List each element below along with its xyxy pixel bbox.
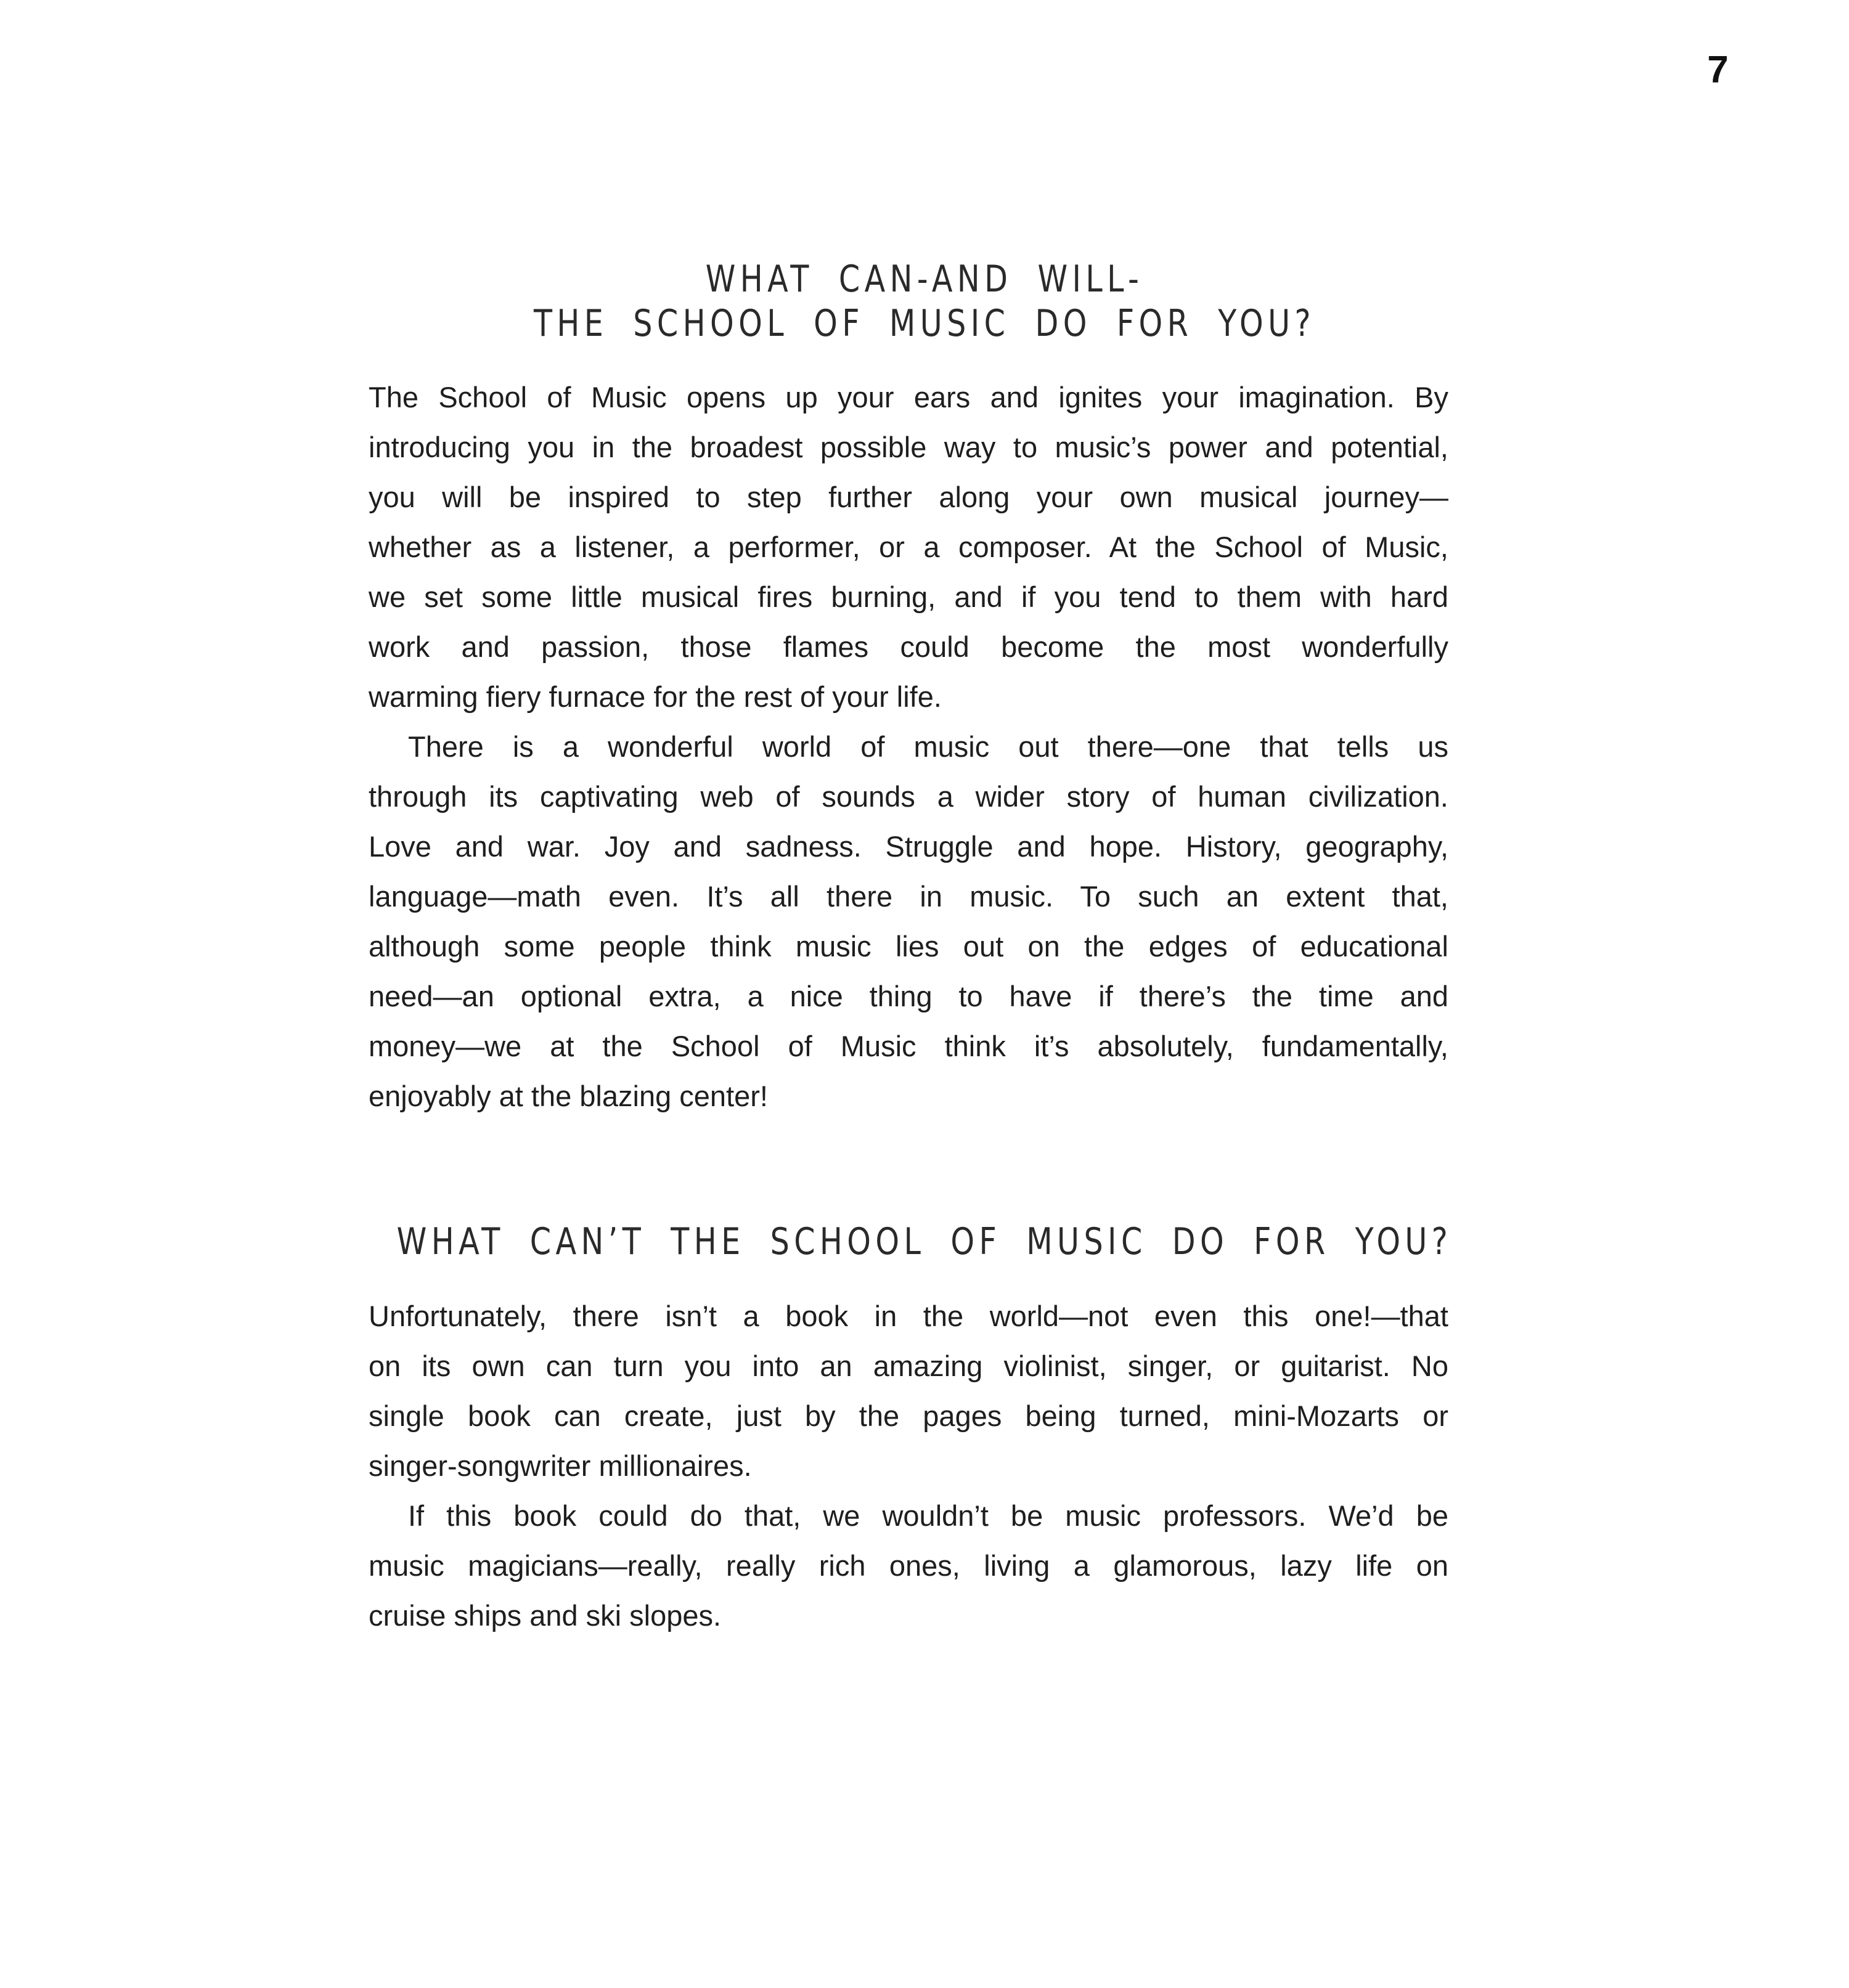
- text-line: enjoyably at the blazing center!: [369, 1080, 768, 1112]
- text-line: Love and war. Joy and sadness. Struggle and hope. History, geography,: [369, 830, 1448, 863]
- text-line: need—an optional extra, a nice thing to have if there’s the time and: [369, 980, 1448, 1012]
- paragraph: [369, 1299, 1448, 1499]
- text-line: cruise ships and ski slopes.: [369, 1599, 722, 1632]
- paragraph: [369, 380, 1448, 730]
- text-line: singer-songwriter millionaires.: [369, 1449, 752, 1482]
- text-line: introducing you in the broadest possible way to music’s power and potential,: [369, 431, 1448, 463]
- text-line: music magicians—really, really rich ones, living a glamorous, lazy life on: [369, 1549, 1448, 1582]
- text-line: Unfortunately, there isn’t a book in the world—not even this one!—that: [369, 1300, 1448, 1332]
- text-line: If this book could do that, we wouldn’t be music professors. We’d be: [408, 1499, 1448, 1532]
- text-line: warming fiery furnace for the rest of your life.: [369, 680, 942, 713]
- text-line: single book can create, just by the pages being turned, mini-Mozarts or: [369, 1399, 1448, 1432]
- text-line: on its own can turn you into an amazing violinist, singer, or guitarist. No: [369, 1350, 1448, 1382]
- text-line: work and passion, those flames could become the most wonderfully: [369, 630, 1448, 663]
- text-line: language—math even. It’s all there in music. To such an extent that,: [369, 880, 1448, 913]
- text-line: money—we at the School of Music think it’s absolutely, fundamentally,: [369, 1030, 1448, 1062]
- paragraph: [369, 730, 1448, 1129]
- text-line: you will be inspired to step further along your own musical journey—: [369, 481, 1448, 513]
- text-line: There is a wonderful world of music out there—one that tells us: [408, 730, 1448, 763]
- section-heading-1-line-1: WHAT CAN-AND WILL-: [705, 258, 1144, 301]
- page-number: 7: [1707, 49, 1729, 91]
- text-line: through its captivating web of sounds a wider story of human civilization.: [369, 780, 1448, 813]
- text-line: The School of Music opens up your ears and ignites your imagination. By: [369, 381, 1448, 413]
- text-line: whether as a listener, a performer, or a composer. At the School of Music,: [369, 531, 1448, 563]
- paragraph: [369, 1499, 1448, 1648]
- section-heading-1-line-2: THE SCHOOL OF MUSIC DO FOR YOU?: [533, 302, 1316, 345]
- text-line: although some people think music lies out on the edges of educational: [369, 930, 1448, 963]
- section-heading-2: WHAT CAN’T THE SCHOOL OF MUSIC DO FOR YOU?: [396, 1220, 1453, 1263]
- text-line: we set some little musical fires burning, and if you tend to them with hard: [369, 581, 1448, 613]
